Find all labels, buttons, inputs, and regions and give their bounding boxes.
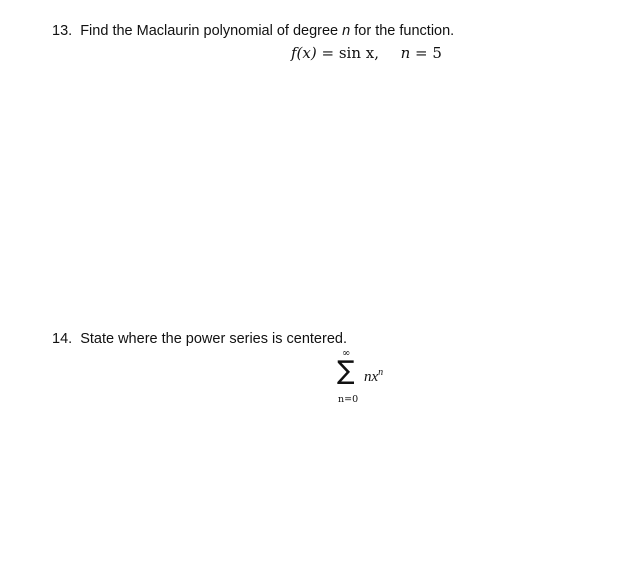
series-upper-limit: ∞: [342, 348, 351, 359]
series-lower-limit: n=0: [338, 394, 359, 405]
problem-13-statement: [52, 22, 454, 40]
problem-14-text: State where the power series is centered.: [80, 331, 347, 347]
series-term-base: nx: [364, 369, 379, 385]
equation-rhs: sin x,: [338, 44, 380, 62]
equation-param: n: [400, 44, 411, 62]
problem-14-number: 14.: [52, 331, 73, 347]
problem-13-equation: [291, 44, 442, 62]
problem-14-statement: [52, 330, 347, 348]
sigma-symbol: ∑: [337, 356, 355, 386]
equation-param-value: 5: [432, 44, 442, 62]
problem-13-text-before: Find the Maclaurin polynomial of degree: [80, 23, 339, 39]
problem-13-number: 13.: [52, 23, 73, 39]
series-term-exponent: n: [378, 367, 384, 378]
problem-13-variable: n: [342, 23, 351, 39]
problem-13-text-after: for the function.: [354, 23, 455, 39]
series-term: [364, 369, 383, 387]
equation-equals: =: [321, 44, 335, 62]
equation-param-equals: =: [415, 44, 428, 62]
power-series: [335, 347, 415, 411]
equation-lhs: f(x): [291, 44, 317, 62]
